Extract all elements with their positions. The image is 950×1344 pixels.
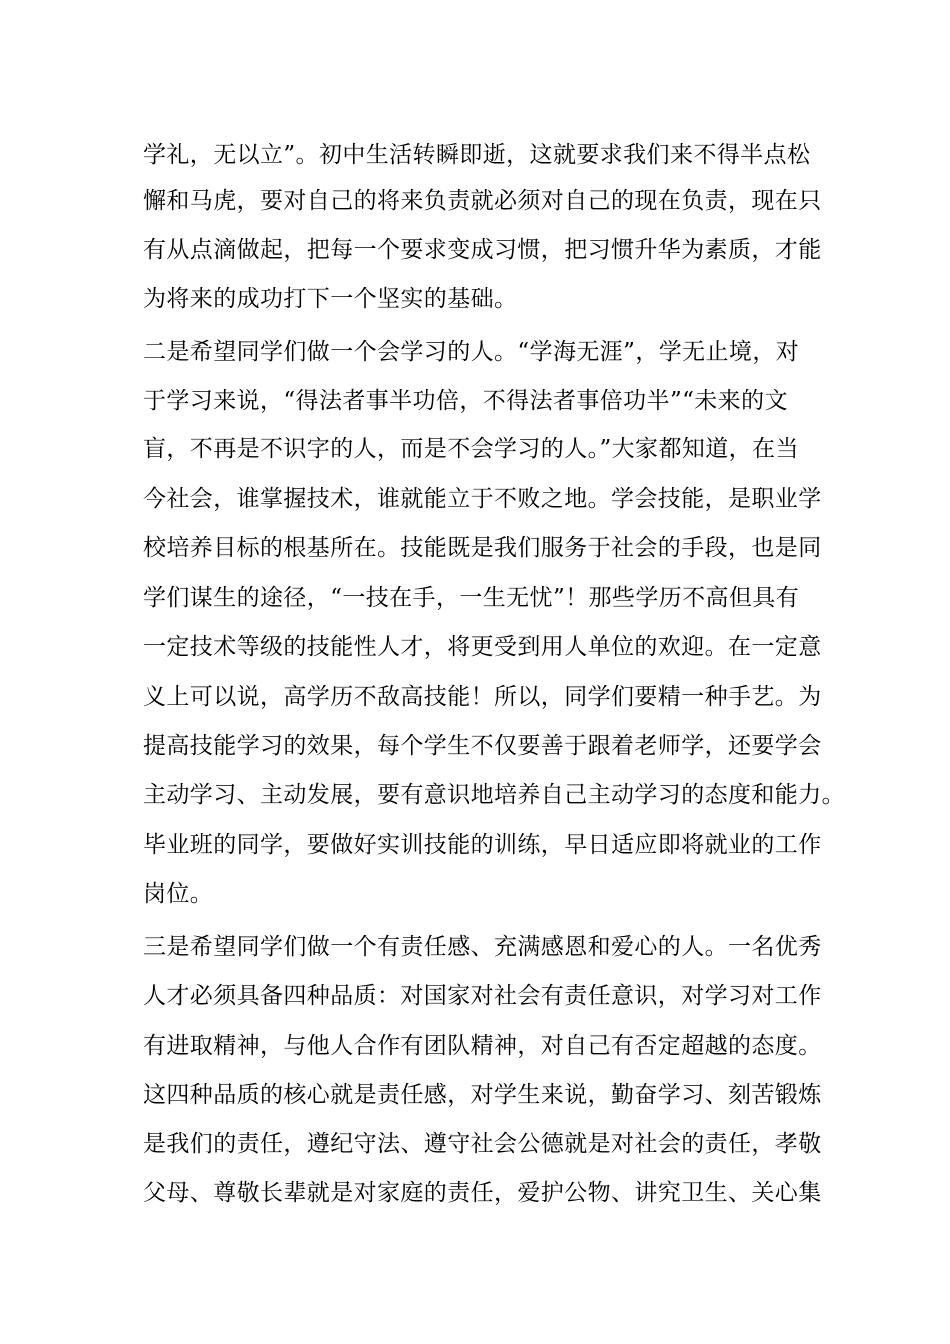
text-line-2: 懈和马虎，要对自己的将来负责就必须对自己的现在负责，现在只: [143, 188, 822, 214]
text-line-15: 毕业班的同学，要做好实训技能的训练，早日适应即将就业的工作: [143, 832, 822, 858]
text-line-18: 人才必须具备四种品质：对国家对社会有责任意识，对学习对工作: [143, 983, 822, 1009]
text-line-17: 三是希望同学们做一个有责任感、充满感恩和爱心的人。一名优秀: [143, 934, 822, 960]
text-line-10: 学们谋生的途径，“一技在手，一生无忧”！那些学历不高但具有: [143, 585, 800, 611]
text-line-4: 为将来的成功打下一个坚实的基础。: [143, 286, 518, 312]
text-line-19: 有进取精神，与他人合作有团队精神，对自己有否定超越的态度。: [143, 1033, 822, 1059]
text-line-20: 这四种品质的核心就是责任感，对学生来说，勤奋学习、刻苦锻炼: [143, 1082, 822, 1108]
text-line-5: 二是希望同学们做一个会学习的人。“学海无涯”，学无止境，对: [143, 339, 800, 365]
text-line-6: 于学习来说，“得法者事半功倍，不得法者事倍功半”“未来的文: [143, 388, 788, 414]
text-line-11: 一定技术等级的技能性人才，将更受到用人单位的欢迎。在一定意: [143, 634, 822, 660]
text-line-21: 是我们的责任，遵纪守法、遵守社会公德就是对社会的责任，孝敬: [143, 1131, 822, 1157]
text-line-7: 盲，不再是不识字的人，而是不会学习的人。”大家都知道，在当: [143, 436, 799, 462]
text-line-12: 义上可以说，高学历不敌高技能！所以，同学们要精一种手艺。为: [143, 684, 822, 710]
text-line-16: 岗位。: [143, 881, 214, 907]
text-line-1: 学礼，无以立”。初中生活转瞬即逝，这就要求我们来不得半点松: [143, 142, 811, 168]
text-line-9: 校培养目标的根基所在。技能既是我们服务于社会的手段，也是同: [143, 535, 822, 561]
text-line-14: 主动学习、主动发展，要有意识地培养自己主动学习的态度和能力。: [143, 782, 845, 808]
text-line-22: 父母、尊敬长辈就是对家庭的责任，爱护公物、讲究卫生、关心集: [143, 1180, 822, 1206]
text-line-8: 今社会，谁掌握技术，谁就能立于不败之地。学会技能，是职业学: [143, 486, 822, 512]
text-line-13: 提高技能学习的效果，每个学生不仅要善于跟着老师学，还要学会: [143, 733, 822, 759]
text-line-3: 有从点滴做起，把每一个要求变成习惯，把习惯升华为素质，才能: [143, 237, 822, 263]
